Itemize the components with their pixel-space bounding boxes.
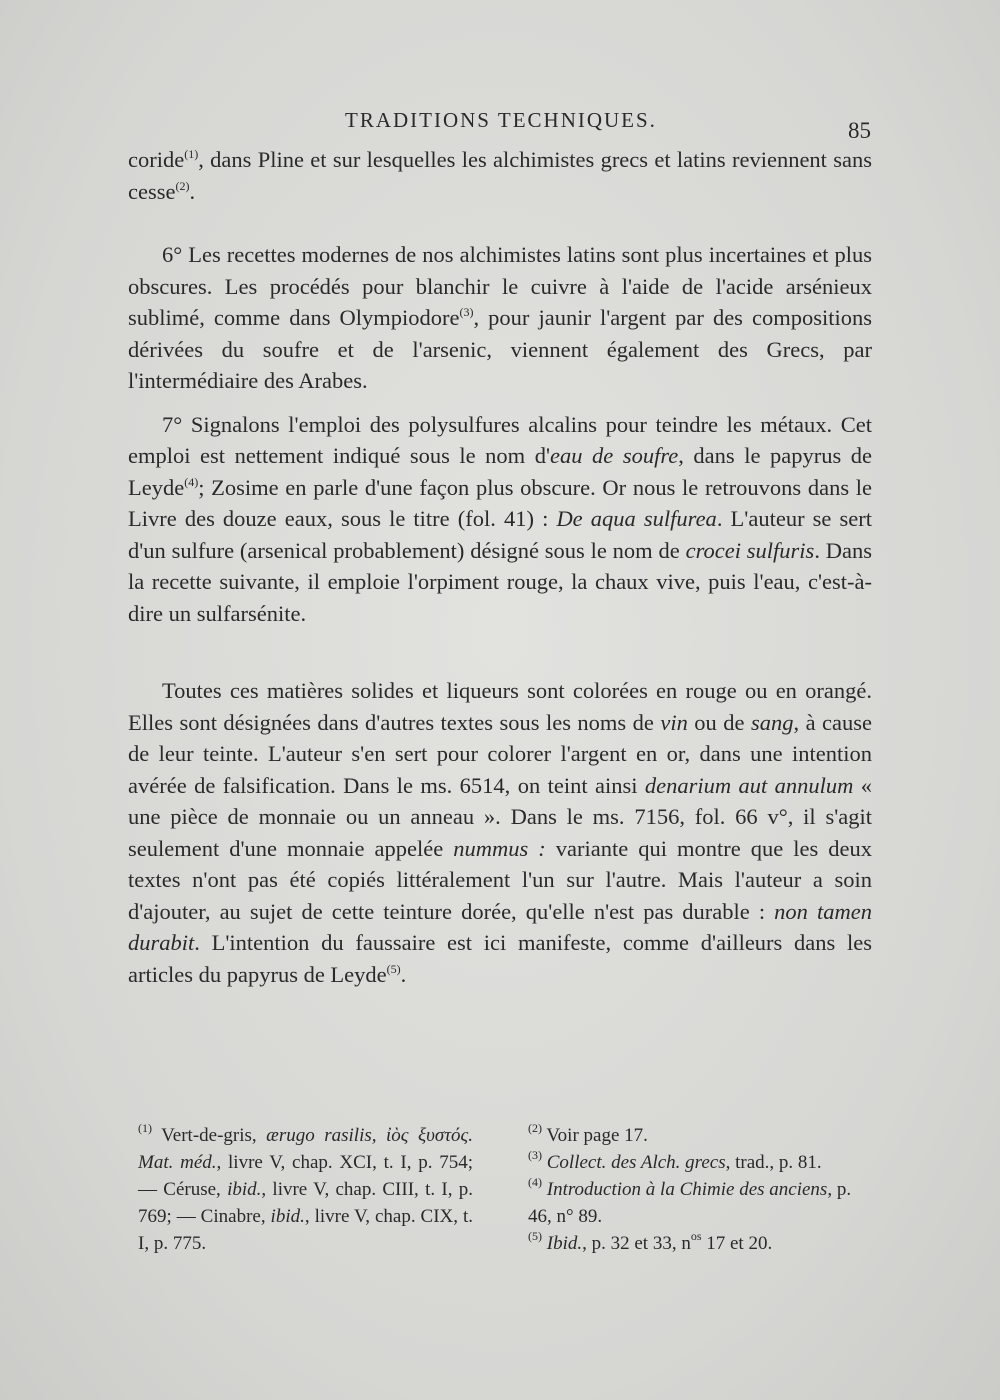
footnote-number: (1) bbox=[138, 1121, 152, 1135]
paragraph-4 bbox=[128, 675, 872, 990]
text-run: « une pièce de monnaie ou un anneau ». Dans le ms. 7156, fol. 66 v°, il s'agit seulement d'une monnaie appelée bbox=[128, 772, 872, 861]
text-run: 7° Signalons l'emploi des polysulfures alcalins pour teindre les métaux. Cet emploi est nettement indiqué sous le nom d' bbox=[128, 411, 872, 468]
text-run: 6° Les recettes modernes de nos alchimistes latins sont plus incertaines et plus obscures. Les procédés pour blanchir le cuivre à l'aide de l'acide arsénieux sublimé, comme dans Olympiodore bbox=[128, 242, 872, 330]
text-run: . L'auteur se sert d'un sulfure (arsenical probablement) désigné sous le nom de bbox=[128, 506, 872, 563]
text-run: , livre V, chap. CIX, t. I, p. 775. bbox=[138, 1206, 473, 1254]
text-run: , trad., p. 81. bbox=[725, 1152, 822, 1173]
text-run: , dans Pline et sur lesquelles les alchimistes grecs et latins reviennent sans cesse bbox=[128, 147, 872, 204]
italic-term: denarium aut annulum bbox=[644, 772, 854, 798]
italic-term: De aqua sulfurea bbox=[556, 506, 717, 531]
text-run: . L'intention du faussaire est ici manifeste, comme d'ailleurs dans les articles du papyrus de Leyde bbox=[128, 930, 872, 987]
main-text bbox=[128, 144, 872, 990]
footnote-number: (4) bbox=[528, 1175, 542, 1189]
italic-term: crocei sulfuris bbox=[685, 537, 815, 563]
italic-term: Introduction à la Chimie des anciens bbox=[542, 1179, 828, 1200]
paragraph-2 bbox=[128, 239, 872, 397]
footnote-number: (5) bbox=[528, 1229, 542, 1243]
footnote-3 bbox=[508, 1149, 878, 1176]
italic-term: ibid. bbox=[227, 1179, 262, 1200]
text-run: variante qui montre que les deux textes n'ont pas été copiés littéralement l'un sur l'autre. Mais l'auteur a soin d'ajouter, au sujet de cette teinture dorée, qu'elle n'est pas durable : bbox=[128, 835, 873, 924]
text-run: , p. 46, n° 89. bbox=[528, 1179, 852, 1227]
italic-term: eau de soufre bbox=[550, 443, 679, 468]
text-run: . Dans la recette suivante, il emploie l'orpiment rouge, la chaux vive, puis l'eau, c'est-à-dire un sulfarsénite. bbox=[128, 537, 873, 626]
paragraph-1 bbox=[128, 144, 872, 207]
footnote-number: (2) bbox=[528, 1121, 542, 1135]
page-number: 85 bbox=[848, 118, 871, 143]
text-run: coride bbox=[128, 147, 185, 172]
text-run: , livre V, chap. CIII, t. I, p. 769; — Cinabre, bbox=[138, 1179, 473, 1227]
text-run: Voir page 17. bbox=[542, 1125, 648, 1146]
text-run: Vert-de-gris, bbox=[152, 1125, 267, 1146]
footnote-5 bbox=[508, 1230, 878, 1257]
text-run: . bbox=[400, 961, 407, 987]
text-run: , à cause de leur teinte. L'auteur s'en sert pour colorer l'argent en or, dans une intention avérée de falsification. Dans le ms. 6514, on teint ainsi bbox=[128, 709, 872, 798]
footnotes bbox=[118, 1122, 878, 1257]
footnote-column-left bbox=[118, 1122, 473, 1257]
running-head: TRADITIONS TECHNIQUES. bbox=[345, 108, 657, 132]
footnote-ref[interactable]: (1) bbox=[184, 147, 199, 161]
footnote-number: (3) bbox=[528, 1148, 542, 1162]
superscript: os bbox=[690, 1229, 702, 1243]
text-run: ; Zosime en parle d'une façon plus obscure. Or nous le retrouvons dans le Livre des douze eaux, sous le titre (fol. 41) : bbox=[128, 474, 872, 531]
italic-term: nummus : bbox=[453, 835, 546, 861]
footnote-column-right bbox=[508, 1122, 878, 1257]
italic-term: Ibid. bbox=[542, 1233, 583, 1254]
text-run: ou de bbox=[687, 709, 751, 735]
text-run: , dans le papyrus de Leyde bbox=[128, 443, 873, 500]
italic-term: non tamen durabit bbox=[128, 898, 872, 955]
italic-term: ærugo rasilis, ἰὸς ξυστός. Mat. méd. bbox=[138, 1125, 474, 1173]
italic-term: sang bbox=[750, 709, 794, 735]
italic-term: vin bbox=[660, 709, 688, 735]
italic-term: Collect. des Alch. grecs bbox=[542, 1152, 726, 1173]
footnote-2 bbox=[508, 1122, 878, 1149]
footnote-1 bbox=[118, 1122, 473, 1257]
footnote-ref[interactable]: (5) bbox=[386, 961, 401, 976]
text-run: , pour jaunir l'argent par des compositions dérivées du soufre et de l'arsenic, viennent également des Grecs, par l'intermédiaire des Arabes. bbox=[128, 305, 872, 393]
text-run: , p. 32 et 33, n bbox=[582, 1233, 691, 1254]
text-run: 17 et 20. bbox=[701, 1233, 773, 1254]
text-run: , livre V, chap. XCI, t. I, p. 754; — Céruse, bbox=[138, 1152, 473, 1200]
text-run: Toutes ces matières solides et liqueurs sont colorées en rouge ou en orangé. Elles sont désignées dans d'autres textes sous les noms de bbox=[128, 678, 872, 735]
italic-term: ibid. bbox=[270, 1206, 305, 1227]
footnote-ref[interactable]: (2) bbox=[175, 178, 190, 193]
footnote-ref[interactable]: (3) bbox=[459, 305, 474, 319]
paragraph-3 bbox=[128, 409, 872, 630]
footnote-4 bbox=[508, 1176, 878, 1230]
text-run: . bbox=[189, 178, 196, 204]
footnote-ref[interactable]: (4) bbox=[184, 474, 199, 489]
